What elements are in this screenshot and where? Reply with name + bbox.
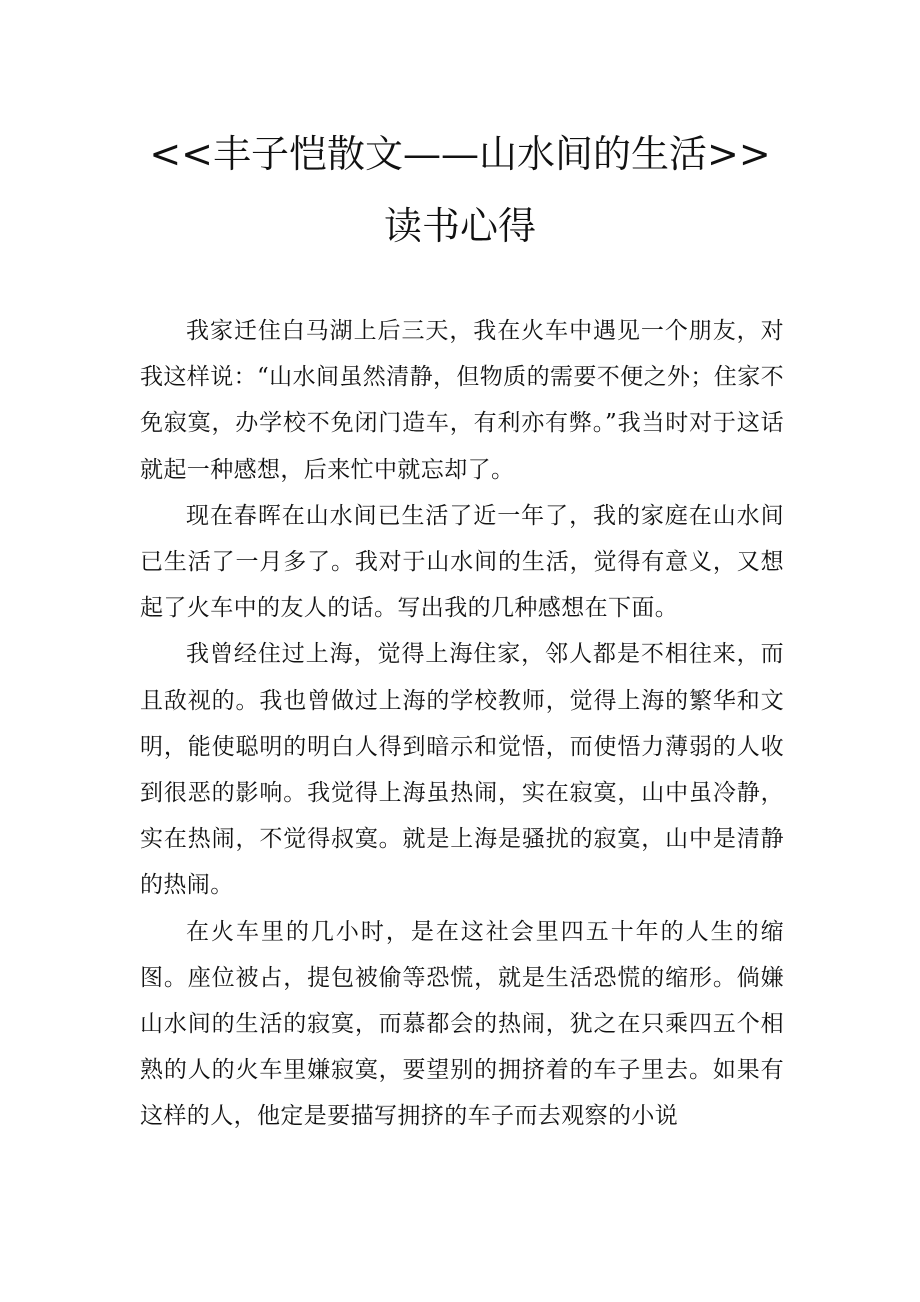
- document-title: [0, 118, 920, 262]
- paragraph-1: 我家迁住白马湖上后三天，我在火车中遇见一个朋友，对我这样说：“山水间虽然清静，但物质的需要不便之外；住家不免寂寞，办学校不免闭门造车，有利亦有弊。”我当时对于这话就起一种感想，后来忙中就忘却了。: [140, 318, 784, 483]
- document-body: [140, 308, 784, 1140]
- paragraph-4: 在火车里的几小时，是在这社会里四五十年的人生的缩图。座位被占，提包被偷等恐慌，就是生活恐慌的缩形。倘嫌山水间的生活的寂寞，而慕都会的热闹，犹之在只乘四五个相熟的人的火车里嫌寂寞，要望别的拥挤着的车子里去。如果有这样的人，他定是要描写拥挤的车子而去观察的小说: [140, 918, 784, 1130]
- title-line-2: 读书心得: [383, 204, 536, 248]
- title-line-1: <<丰子恺散文——山水间的生活>>: [149, 132, 771, 176]
- paragraph-3: 我曾经住过上海，觉得上海住家，邻人都是不相往来，而且敌视的。我也曾做过上海的学校教师，觉得上海的繁华和文明，能使聪明的明白人得到暗示和觉悟，而使悟力薄弱的人收到很恶的影响。我觉得上海虽热闹，实在寂寞，山中虽冷静，实在热闹，不觉得叔寞。就是上海是骚扰的寂寞，山中是清静的热闹。: [140, 641, 784, 899]
- paragraph-2: 现在春晖在山水间已生活了近一年了，我的家庭在山水间已生活了一月多了。我对于山水间的生活，觉得有意义，又想起了火车中的友人的话。写出我的几种感想在下面。: [140, 502, 784, 622]
